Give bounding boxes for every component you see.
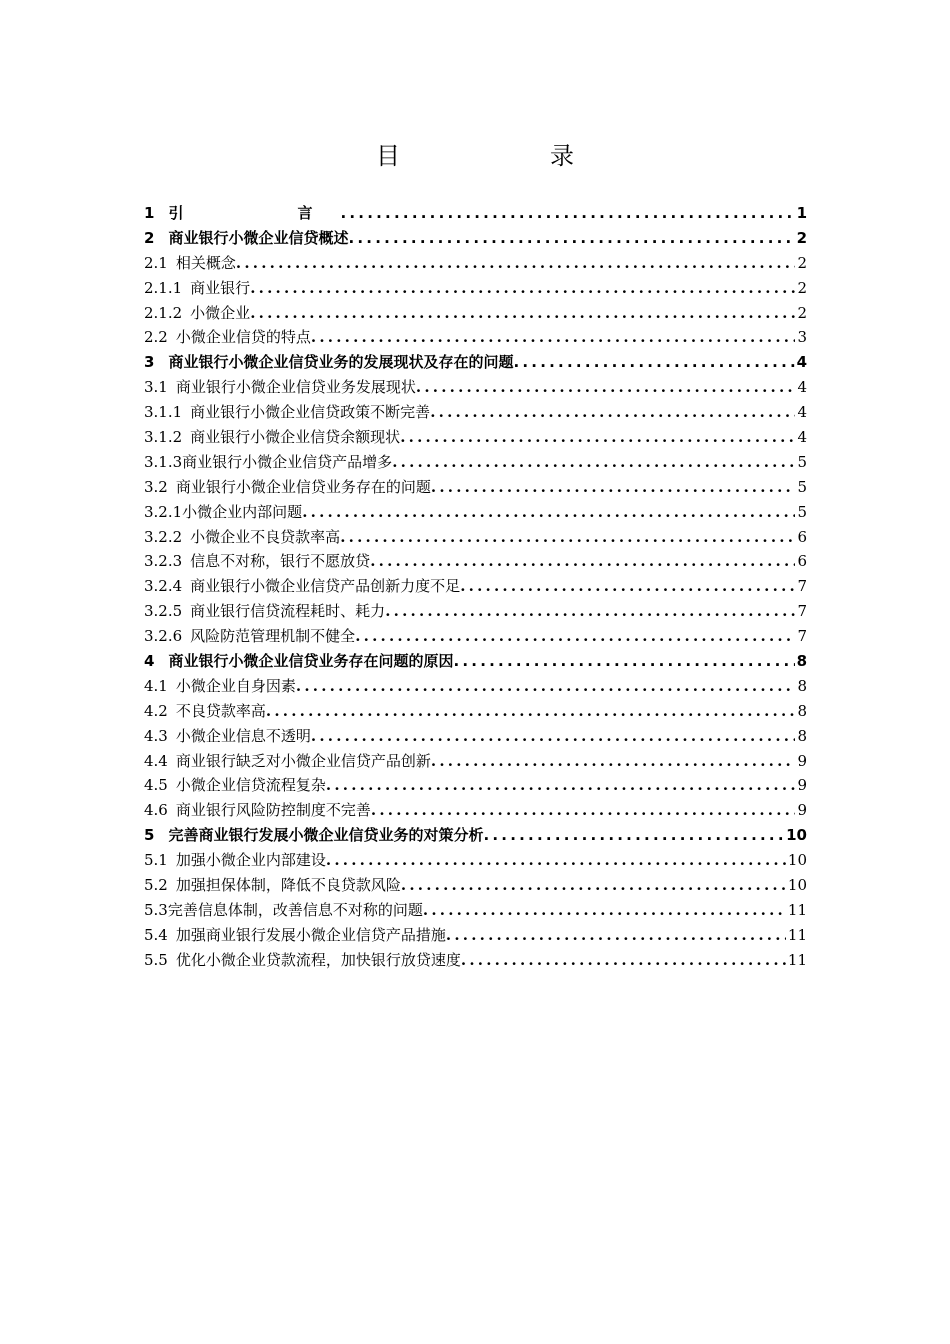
toc-entry[interactable] (144, 798, 807, 823)
toc-entry-number: 3.2.4 (144, 577, 183, 596)
toc-entry-number: 3.1.1 (144, 403, 183, 422)
toc-entry[interactable] (144, 773, 807, 798)
dot-leader (513, 350, 794, 375)
toc-entry-number: 3.1.3 (144, 452, 183, 471)
toc-entry-page-number: 5 (797, 452, 807, 471)
dot-leader (446, 923, 786, 948)
toc-entry[interactable] (144, 425, 807, 450)
toc-entry-page-number: 7 (797, 627, 807, 646)
toc-entry-title: 商业银行小微企业信贷业务存在问题的原因 (168, 652, 454, 671)
toc-entry-title: 信息不对称，银行不愿放贷 (190, 552, 371, 571)
dot-leader (266, 699, 796, 724)
toc-entry-title: 商业银行风险防控制度不完善 (175, 801, 371, 820)
toc-entry-title: 风险防范管理机制不健全 (190, 627, 356, 646)
dot-leader (250, 276, 795, 301)
toc-entry-page-number: 8 (797, 726, 807, 745)
toc-entry-number: 3.2.5 (144, 602, 183, 621)
toc-entry-number: 3.2.2 (144, 527, 183, 546)
toc-entry-title: 商业银行小微企业信贷概述 (168, 228, 349, 247)
toc-entry-title: 商业银行小微企业信贷余额现状 (190, 428, 401, 447)
toc-entry-page-number: 2 (797, 253, 807, 272)
toc-entry-number: 2 (144, 228, 155, 247)
toc-entry-page-number: 4 (797, 403, 807, 422)
toc-entry[interactable] (144, 450, 807, 475)
dot-leader (311, 325, 796, 350)
toc-entry[interactable] (144, 749, 807, 774)
toc-entry-title: 商业银行小微企业信贷产品创新力度不足 (190, 577, 461, 596)
toc-entry[interactable] (144, 325, 807, 350)
dot-leader (348, 226, 794, 251)
toc-entry[interactable] (144, 898, 807, 923)
dot-leader (392, 450, 795, 475)
toc-entry-page-number: 4 (796, 353, 807, 372)
toc-entry-page-number: 7 (797, 577, 807, 596)
toc-entry-title: 商业银行小微企业信贷业务存在的问题 (175, 477, 431, 496)
toc-entry-page-number: 8 (797, 676, 807, 695)
toc-entry[interactable] (144, 574, 807, 599)
toc-entry[interactable] (144, 525, 807, 550)
toc-entry-number: 2.2 (144, 328, 168, 347)
toc-entry[interactable] (144, 848, 807, 873)
toc-entry[interactable] (144, 823, 807, 848)
table-of-contents (144, 201, 807, 973)
toc-entry-page-number: 2 (796, 228, 807, 247)
toc-entry[interactable] (144, 948, 807, 973)
toc-entry-page-number: 2 (797, 303, 807, 322)
toc-entry-page-number: 6 (797, 527, 807, 546)
toc-entry[interactable] (144, 649, 807, 674)
toc-entry-title: 商业银行信贷流程耗时、耗力 (190, 602, 386, 621)
toc-entry-number: 4.3 (144, 726, 168, 745)
toc-entry-number: 5.4 (144, 925, 168, 944)
toc-entry-title: 小微企业不良贷款率高 (190, 527, 341, 546)
toc-entry-title: 完善信息体制，改善信息不对称的问题 (167, 900, 423, 919)
toc-entry[interactable] (144, 375, 807, 400)
toc-entry-number: 2.1 (144, 253, 168, 272)
dot-leader (302, 500, 795, 525)
toc-entry-number: 2.1.2 (144, 303, 183, 322)
dot-leader (370, 549, 795, 574)
dot-leader (326, 773, 796, 798)
toc-entry-number: 5.2 (144, 876, 168, 895)
toc-entry-number: 5 (144, 826, 155, 845)
toc-entry-title: 不良贷款率高 (175, 701, 266, 720)
toc-entry[interactable] (144, 624, 807, 649)
toc-entry-title: 优化小微企业贷款流程，加快银行放贷速度 (175, 950, 461, 969)
toc-entry-number: 2.1.1 (144, 278, 183, 297)
toc-entry-title: 加强小微企业内部建设 (175, 851, 326, 870)
toc-entry-number: 5.5 (144, 950, 168, 969)
toc-entry[interactable] (144, 873, 807, 898)
toc-entry-page-number: 10 (786, 826, 807, 845)
dot-leader (460, 574, 795, 599)
dot-leader (416, 375, 796, 400)
toc-entry[interactable] (144, 724, 807, 749)
toc-entry-title: 完善商业银行发展小微企业信贷业务的对策分析 (168, 826, 484, 845)
toc-entry-title: 商业银行小微企业信贷业务的发展现状及存在的问题 (168, 353, 514, 372)
toc-entry-title: 商业银行小微企业信贷业务发展现状 (175, 378, 416, 397)
toc-entry-page-number: 8 (796, 652, 807, 671)
toc-entry-page-number: 7 (797, 602, 807, 621)
toc-entry-number: 4.5 (144, 776, 168, 795)
toc-entry[interactable] (144, 475, 807, 500)
toc-entry-number: 5.3 (144, 900, 168, 919)
toc-entry-title: 加强担保体制，降低不良贷款风险 (175, 876, 401, 895)
dot-leader (340, 201, 794, 226)
dot-leader (296, 674, 796, 699)
dot-leader (400, 425, 795, 450)
toc-entry-page-number: 4 (797, 428, 807, 447)
toc-entry-number: 4.6 (144, 801, 168, 820)
toc-entry-title: 小微企业信贷的特点 (175, 328, 311, 347)
toc-entry-number: 3.2.3 (144, 552, 183, 571)
toc-entry-page-number: 2 (797, 278, 807, 297)
toc-entry-number: 5.1 (144, 851, 168, 870)
toc-entry-number: 3.1.2 (144, 428, 183, 447)
toc-entry[interactable] (144, 674, 807, 699)
toc-entry-number: 3 (144, 353, 155, 372)
toc-entry-number: 4.4 (144, 751, 168, 770)
toc-entry-page-number: 10 (787, 851, 807, 870)
dot-leader (385, 599, 795, 624)
toc-entry-number: 4.1 (144, 676, 168, 695)
dot-leader (453, 649, 794, 674)
toc-entry-page-number: 4 (797, 378, 807, 397)
toc-entry-page-number: 10 (787, 876, 807, 895)
toc-entry[interactable] (144, 549, 807, 574)
toc-entry-number: 3.1 (144, 378, 168, 397)
toc-entry[interactable] (144, 699, 807, 724)
toc-entry-page-number: 3 (797, 328, 807, 347)
toc-entry-title: 相关概念 (175, 253, 236, 272)
toc-entry[interactable] (144, 923, 807, 948)
toc-entry-page-number: 11 (787, 900, 807, 919)
toc-entry-title: 小微企业信贷流程复杂 (175, 776, 326, 795)
dot-leader (355, 624, 795, 649)
toc-entry[interactable] (144, 350, 807, 375)
toc-entry-title: 商业银行 (190, 278, 251, 297)
dot-leader (326, 848, 786, 873)
toc-entry-page-number: 11 (787, 925, 807, 944)
dot-leader (236, 251, 796, 276)
dot-leader (431, 749, 796, 774)
page-title: 目 录 (376, 142, 608, 170)
toc-entry-title: 加强商业银行发展小微企业信贷产品措施 (175, 925, 446, 944)
dot-leader (311, 724, 796, 749)
toc-entry-title: 引 言 (168, 204, 341, 222)
toc-entry-page-number: 9 (797, 801, 807, 820)
dot-leader (431, 475, 796, 500)
toc-entry-page-number: 9 (797, 776, 807, 795)
dot-leader (461, 948, 786, 973)
dot-leader (423, 898, 786, 923)
toc-entry-page-number: 6 (797, 552, 807, 571)
toc-entry-page-number: 5 (797, 502, 807, 521)
toc-entry[interactable] (144, 500, 807, 525)
toc-entry[interactable] (144, 276, 807, 301)
toc-entry-page-number: 1 (796, 204, 807, 222)
toc-entry-page-number: 8 (797, 701, 807, 720)
toc-entry[interactable] (144, 301, 807, 326)
toc-entry-title: 小微企业自身因素 (175, 676, 296, 695)
dot-leader (371, 798, 796, 823)
dot-leader (401, 873, 786, 898)
toc-entry[interactable] (144, 201, 807, 226)
toc-entry-number: 4 (144, 652, 155, 671)
dot-leader (430, 400, 795, 425)
toc-entry-title: 商业银行小微企业信贷政策不断完善 (190, 403, 431, 422)
toc-entry[interactable] (144, 599, 807, 624)
toc-entry-title: 小微企业 (190, 303, 251, 322)
dot-leader (483, 823, 784, 848)
toc-entry-number: 4.2 (144, 701, 168, 720)
toc-entry-number: 3.2.1 (144, 502, 183, 521)
toc-entry[interactable] (144, 400, 807, 425)
dot-leader (250, 301, 795, 326)
toc-entry-number: 3.2.6 (144, 627, 183, 646)
toc-entry-title: 小微企业信息不透明 (175, 726, 311, 745)
toc-entry-page-number: 9 (797, 751, 807, 770)
toc-entry-number: 1 (144, 204, 155, 222)
toc-entry-page-number: 5 (797, 477, 807, 496)
toc-entry-title: 商业银行小微企业信贷产品增多 (182, 452, 393, 471)
toc-entry[interactable] (144, 226, 807, 251)
toc-entry-title: 商业银行缺乏对小微企业信贷产品创新 (175, 751, 431, 770)
toc-entry-title: 小微企业内部问题 (182, 502, 303, 521)
dot-leader (340, 525, 795, 550)
toc-entry[interactable] (144, 251, 807, 276)
toc-entry-number: 3.2 (144, 477, 168, 496)
toc-entry-page-number: 11 (787, 950, 807, 969)
